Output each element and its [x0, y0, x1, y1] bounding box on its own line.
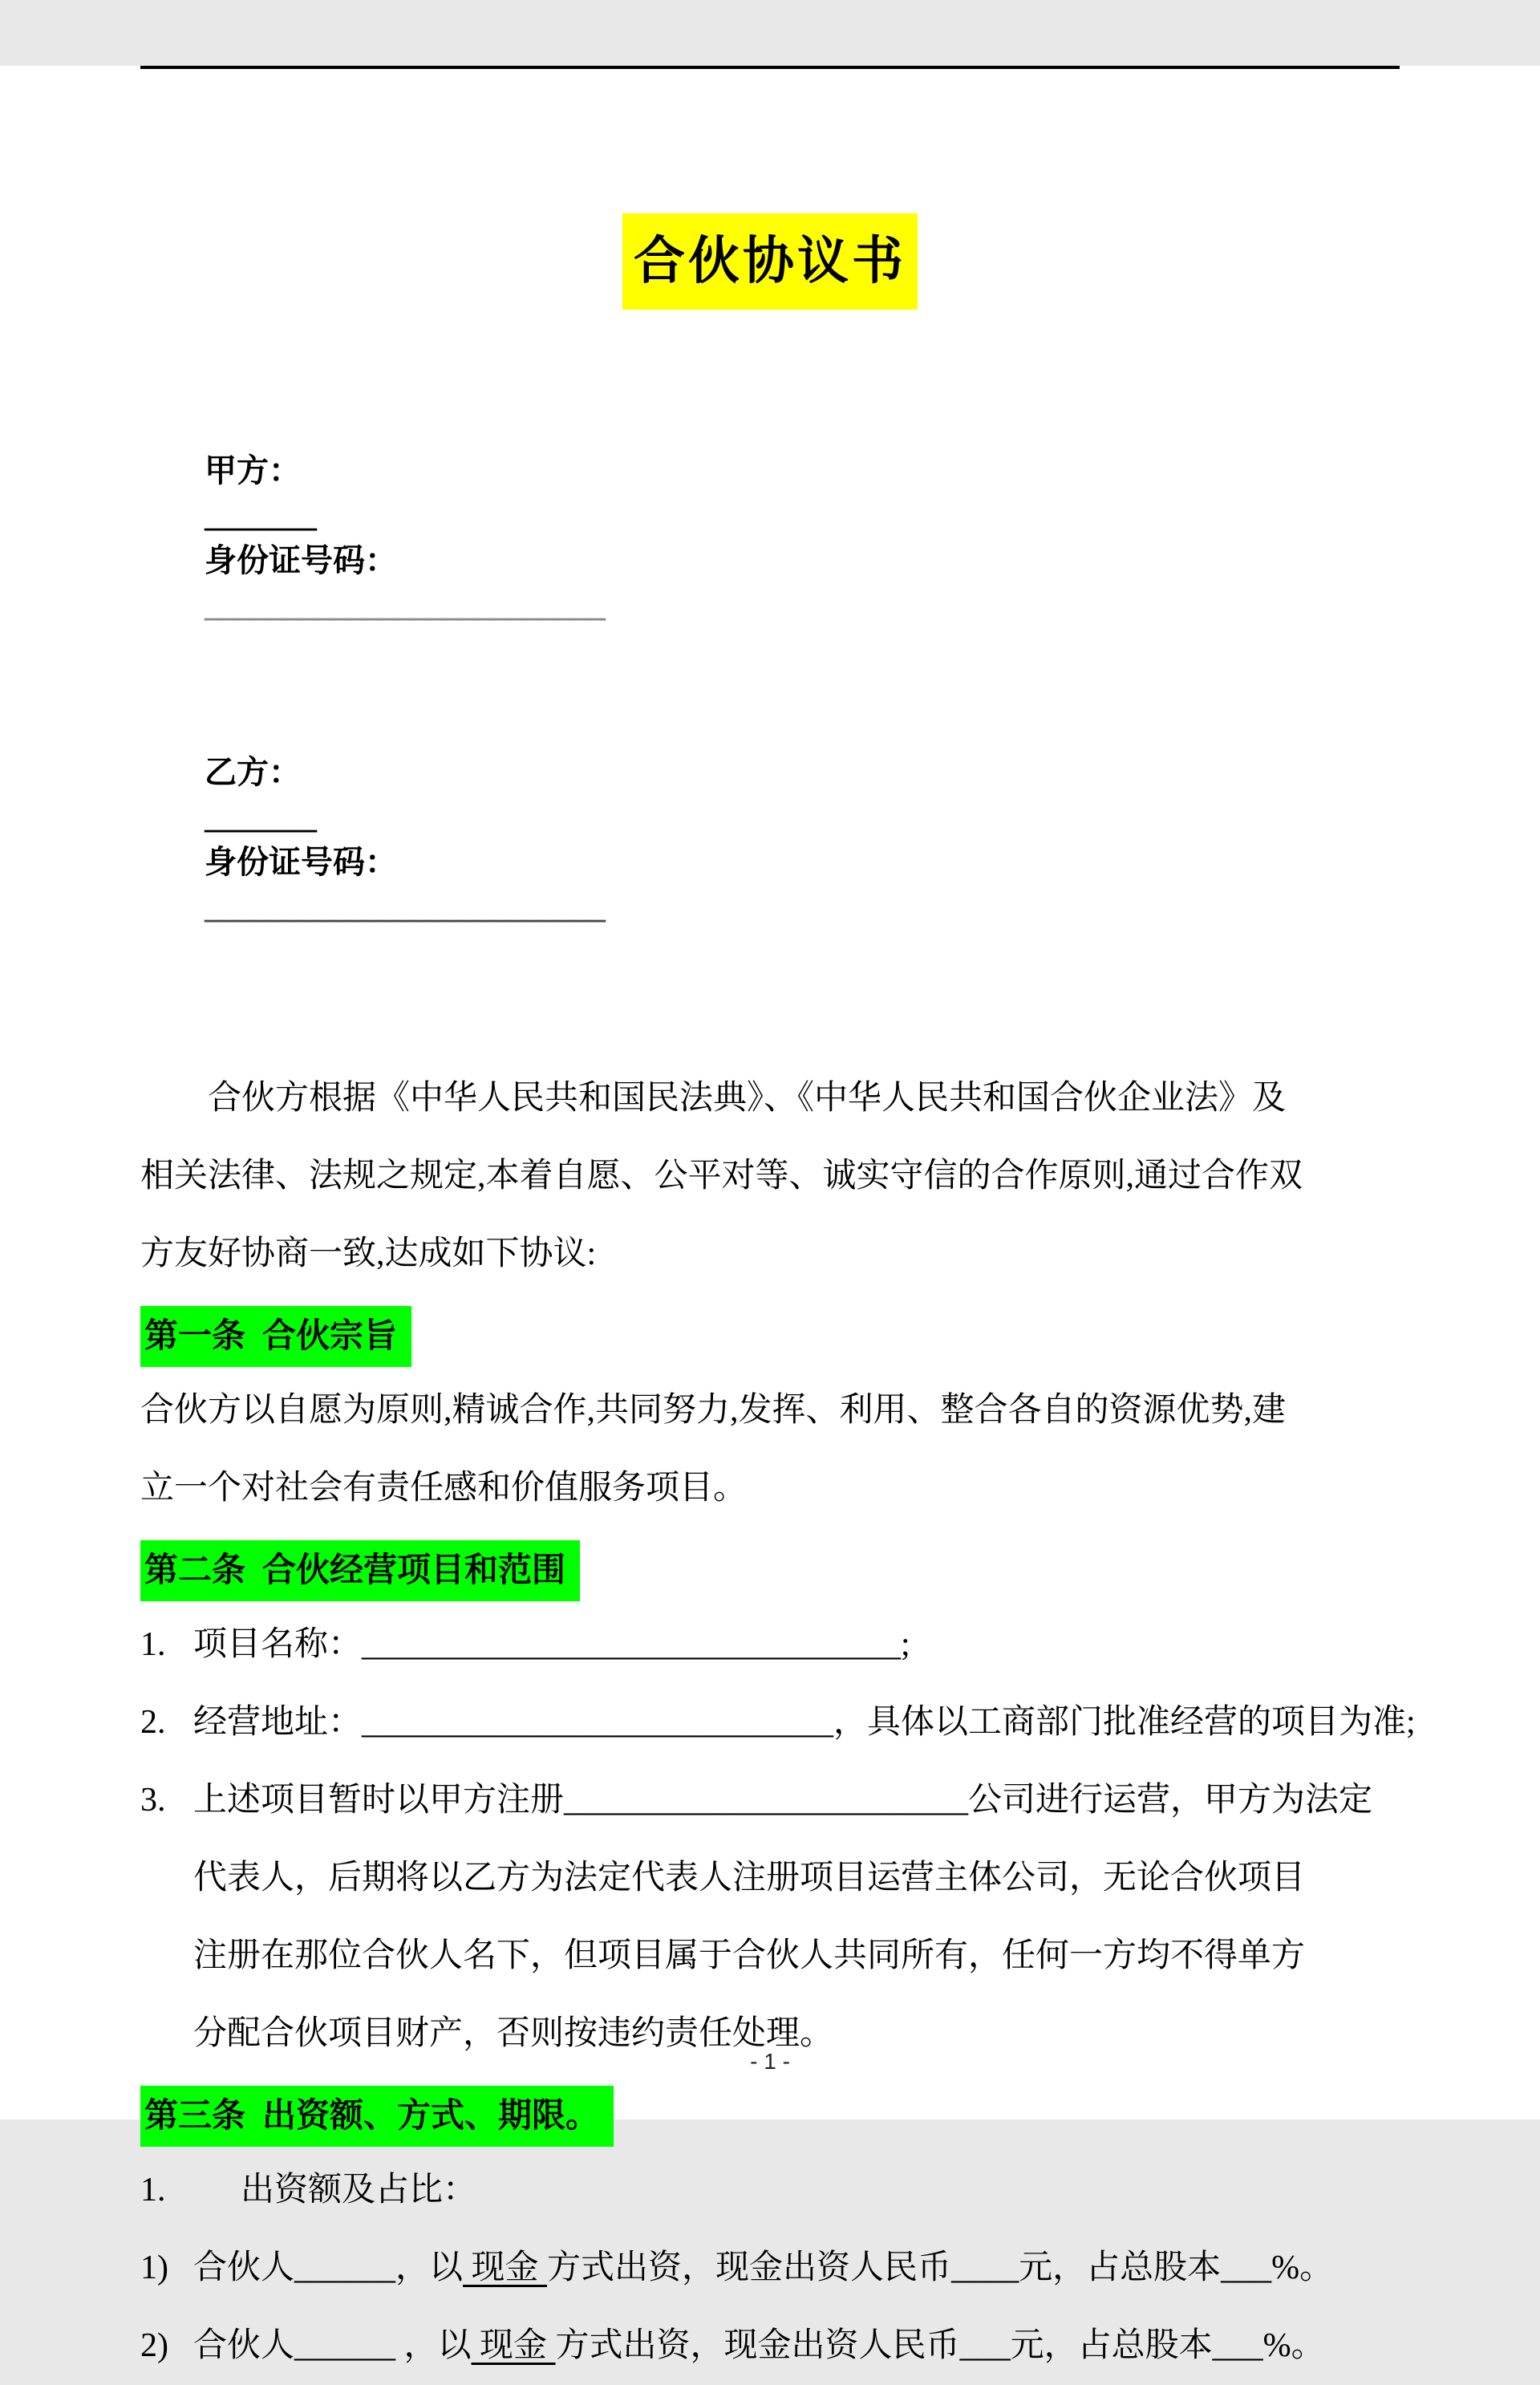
- party-b-name-blank: _______: [205, 799, 317, 835]
- party-a-id-label: 身份证号码：: [205, 542, 397, 578]
- text-run: 方友好协商一致,达成如下协议:: [140, 1235, 597, 1272]
- party-b-label: 乙方：: [205, 754, 301, 790]
- text-run: 第二条 合伙经营项目和范围: [144, 1552, 566, 1589]
- fill-in-blank: ____________________________: [362, 1704, 834, 1741]
- text-run: 方式出资，现金出资人民币: [555, 2327, 960, 2364]
- text-run: 相关法律、法规之规定,本着自愿、公平对等、诚实守信的合作原则,通过合作双: [140, 1158, 1303, 1195]
- party-a-name-blank: _______: [205, 497, 317, 533]
- document-content: [0, 66, 1540, 2385]
- fill-in-blank: ________________________________: [362, 1626, 902, 1663]
- list-marker: 2): [140, 2327, 168, 2364]
- section-3-heading: [140, 2086, 1400, 2147]
- text-run: 公司进行运营，甲方为法定: [968, 1782, 1373, 1819]
- party-b-id-blank: _________________________: [205, 889, 606, 925]
- section-heading-highlight: [140, 1306, 411, 1367]
- text-run: 元，占总股本: [1019, 2249, 1222, 2286]
- document-blocks: [140, 1060, 1416, 2385]
- document-page[interactable]: [0, 66, 1540, 2364]
- list-marker: 1): [140, 2249, 168, 2286]
- text-run: 合伙人: [193, 2249, 295, 2286]
- fill-in-blank: ____: [951, 2249, 1019, 2286]
- document-title: 合伙协议书: [622, 213, 918, 310]
- text-run: 代表人，后期将以乙方为法定代表人注册项目运营主体公司，无论合伙项目: [193, 1860, 1306, 1896]
- fill-in-blank: ______: [294, 2249, 396, 2286]
- text-run: 合伙人: [193, 2327, 295, 2364]
- fill-in-blank: ___: [959, 2327, 1011, 2364]
- party-b-id-label: 身份证号码：: [205, 844, 397, 880]
- fill-in-blank: 现金: [471, 2327, 556, 2364]
- fill-in-blank: 现金: [463, 2249, 548, 2286]
- section-1-heading: [140, 1306, 1400, 1367]
- text-run: %。: [1271, 2249, 1334, 2286]
- text-run: 出资额及占比：: [241, 2172, 477, 2209]
- intro-line-2: [140, 1138, 1400, 1215]
- text-run: 方式出资，现金出资人民币: [547, 2249, 952, 2286]
- party-a-id-blank: _________________________: [205, 587, 606, 623]
- text-run: 合伙方以自愿为原则,精诚合作,共同努力,发挥、利用、整合各自的资源优势,建: [140, 1392, 1287, 1429]
- text-run: ，以: [395, 2327, 472, 2364]
- list-marker: 1.: [140, 2172, 166, 2209]
- text-run: 经营地址：: [193, 1704, 363, 1741]
- section-1-line-2: [140, 1450, 1400, 1527]
- section-2-item-1: [140, 1606, 1400, 1684]
- text-run: 项目名称：: [193, 1626, 363, 1663]
- header-rule: [140, 66, 1400, 69]
- intro-line-1: [140, 1060, 1400, 1138]
- section-3-partner-2: [140, 2307, 1400, 2385]
- party-row-a: [140, 404, 1400, 673]
- text-run: 上述项目暂时以甲方注册: [193, 1782, 565, 1819]
- page-number: - 1 -: [750, 2049, 790, 2074]
- section-1-line-1: [140, 1372, 1400, 1450]
- text-run: 立一个对社会有责任感和价值服务项目。: [140, 1470, 748, 1507]
- text-run: %。: [1262, 2327, 1325, 2364]
- text-run: 第一条 合伙宗旨: [144, 1318, 398, 1355]
- text-run: ，具体以工商部门批准经营的项目为准;: [833, 1704, 1416, 1741]
- section-2-item-3-line-3: [140, 1917, 1400, 1995]
- section-2-item-3-line-1: [140, 1762, 1400, 1839]
- section-2-item-2: [140, 1684, 1416, 1762]
- section-3-partner-1: [140, 2229, 1400, 2307]
- list-marker: 2.: [140, 1704, 166, 1741]
- fill-in-blank: ___: [1212, 2327, 1263, 2364]
- text-run: 第三条 出资额、方式、期限。: [144, 2098, 600, 2135]
- section-heading-highlight: [140, 1540, 580, 1601]
- title-row: [140, 213, 1400, 310]
- text-run: 元，占总股本: [1010, 2327, 1213, 2364]
- party-section: [140, 404, 1400, 975]
- fill-in-blank: ________________________: [564, 1782, 969, 1819]
- party-row-b: [140, 705, 1400, 975]
- list-marker: 3.: [140, 1782, 166, 1819]
- section-heading-highlight: [140, 2086, 614, 2147]
- party-a-label: 甲方：: [205, 452, 301, 489]
- text-run: 合伙方根据《中华人民共和国民法典》、《中华人民共和国合伙企业法》及: [208, 1080, 1287, 1117]
- fill-in-blank: ______: [294, 2327, 396, 2364]
- list-marker: 1.: [140, 1626, 166, 1663]
- text-run: 注册在那位合伙人名下，但项目属于合伙人共同所有，任何一方均不得单方: [193, 1937, 1306, 1974]
- section-2-heading: [140, 1540, 1400, 1601]
- section-3-item-1: [140, 2152, 1400, 2229]
- text-run: ;: [901, 1626, 910, 1663]
- text-run: 分配合伙项目财产，否则按违约责任处理。: [193, 2015, 834, 2052]
- text-run: ，以: [395, 2249, 464, 2286]
- fill-in-blank: ___: [1221, 2249, 1272, 2286]
- intro-line-3: [140, 1215, 1400, 1293]
- section-2-item-3-line-2: [140, 1839, 1400, 1917]
